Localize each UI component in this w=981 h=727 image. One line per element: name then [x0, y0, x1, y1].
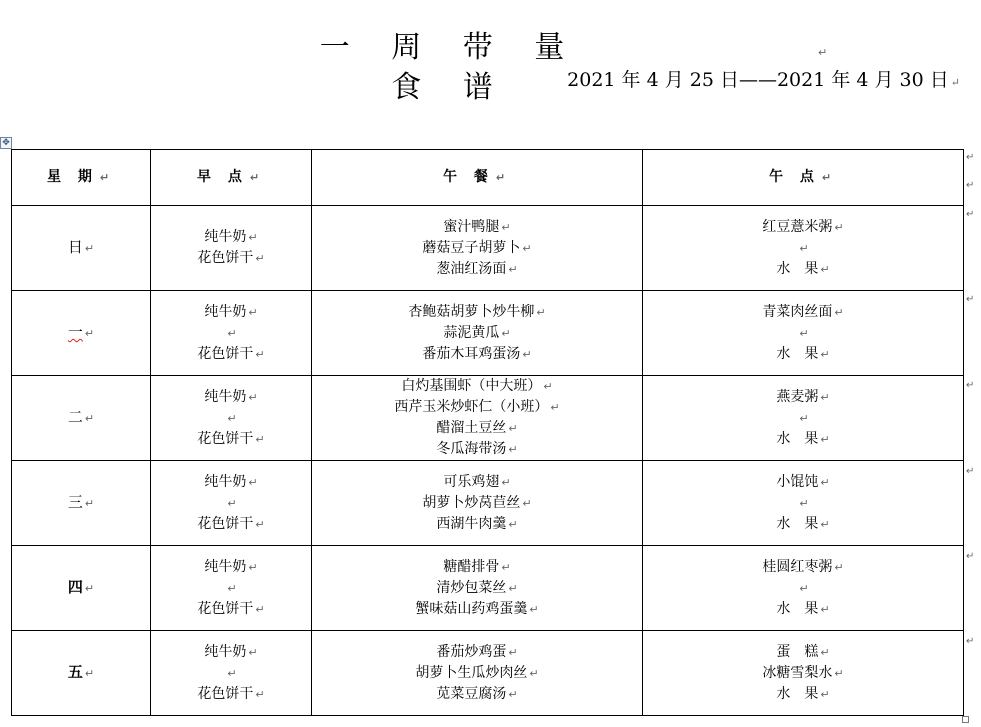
header-weekday-label: 星 期	[46, 169, 98, 185]
header-lunch-label: 午 餐	[442, 169, 494, 185]
paragraph-mark-icon: ↵	[255, 517, 265, 531]
breakfast-cell-text: 纯牛奶	[204, 558, 247, 575]
breakfast-cell-line	[151, 663, 311, 684]
paragraph-mark-icon: ↵	[508, 422, 518, 435]
snack-cell-text: 水 果	[776, 600, 819, 617]
lunch-cell-line	[312, 397, 642, 418]
snack-cell-text: 桂圆红枣粥	[762, 558, 833, 575]
paragraph-mark-icon: ↵	[536, 305, 546, 319]
paragraph-mark-icon: ↵	[84, 242, 95, 255]
header-lunch	[312, 150, 643, 206]
paragraph-mark-icon: ↵	[543, 380, 553, 393]
breakfast-cell-text: 纯牛奶	[204, 643, 247, 660]
paragraph-mark-icon: ↵	[820, 645, 830, 659]
paragraph-mark-icon: ↵	[820, 602, 830, 616]
paragraph-mark-icon: ↵	[255, 347, 265, 361]
weekly-menu-table	[11, 149, 964, 716]
paragraph-mark-icon: ↵	[248, 475, 258, 489]
lunch-cell-line	[312, 259, 642, 280]
paragraph-mark-icon: ↵	[834, 560, 844, 574]
breakfast-cell-text: 纯牛奶	[204, 473, 247, 490]
paragraph-mark-icon: ↵	[820, 517, 830, 531]
snack-cell-text: 水 果	[776, 345, 819, 362]
paragraph-mark-icon: ↵	[227, 496, 237, 510]
snack-cell-line	[643, 387, 963, 408]
paragraph-mark-icon: ↵	[799, 496, 809, 510]
menu-title: 一 周 带 量 食 谱	[319, 30, 581, 105]
lunch-cell	[312, 291, 643, 376]
breakfast-cell	[151, 206, 312, 291]
paragraph-mark-icon: ↵	[501, 560, 511, 574]
paragraph-mark-icon: ↵	[99, 171, 116, 184]
breakfast-cell-line	[151, 514, 311, 535]
lunch-cell-line	[312, 439, 642, 460]
header-breakfast	[151, 150, 312, 206]
row-end-mark-icon: ↵	[966, 209, 975, 220]
breakfast-cell-line	[151, 578, 311, 599]
lunch-cell-text: 可乐鸡翅	[443, 473, 500, 490]
snack-cell-line	[643, 663, 963, 684]
breakfast-cell-line	[151, 248, 311, 269]
lunch-cell-text: 蟹味菇山药鸡蛋羹	[415, 600, 528, 617]
breakfast-cell	[151, 631, 312, 716]
lunch-cell-text: 番茄炒鸡蛋	[436, 643, 507, 660]
table-move-handle-icon[interactable]: ✥	[0, 137, 12, 149]
breakfast-cell	[151, 291, 312, 376]
table-row	[12, 376, 964, 461]
breakfast-cell-line	[151, 344, 311, 365]
paragraph-mark-icon: ↵	[84, 327, 95, 340]
lunch-cell-text: 杏鲍菇胡萝卜炒牛柳	[408, 303, 535, 320]
paragraph-mark-icon: ↵	[820, 475, 830, 489]
snack-cell-line	[643, 429, 963, 450]
snack-cell-text: 燕麦粥	[776, 388, 819, 405]
snack-cell-text: 红豆薏米粥	[762, 218, 833, 235]
weekday-label: 日	[67, 238, 83, 256]
paragraph-mark-icon: ↵	[227, 326, 237, 340]
lunch-cell-line	[312, 599, 642, 620]
paragraph-mark-icon: ↵	[248, 645, 258, 659]
paragraph-mark-icon: ↵	[84, 412, 95, 425]
paragraph-mark-icon: ↵	[508, 581, 518, 595]
paragraph-mark-icon: ↵	[84, 497, 95, 510]
table-row	[12, 206, 964, 291]
paragraph-mark-icon: ↵	[508, 645, 518, 659]
snack-cell-line	[643, 323, 963, 344]
lunch-cell	[312, 546, 643, 631]
breakfast-cell-text: 纯牛奶	[204, 303, 247, 320]
lunch-cell-text: 葱油红汤面	[436, 260, 507, 277]
breakfast-cell-line	[151, 323, 311, 344]
snack-cell-line	[643, 514, 963, 535]
lunch-cell-text: 苋菜豆腐汤	[436, 685, 507, 702]
lunch-cell-text: 胡萝卜炒莴苣丝	[422, 494, 521, 511]
paragraph-mark-icon: ↵	[84, 582, 95, 595]
snack-cell-line	[643, 408, 963, 429]
table-row	[12, 461, 964, 546]
date-range-text: 2021 年 4 月 25 日——2021 年 4 月 30 日	[567, 69, 949, 91]
weekday-label: 一	[67, 323, 83, 341]
lunch-cell-text: 胡萝卜生瓜炒肉丝	[415, 664, 528, 681]
lunch-cell-line	[312, 684, 642, 705]
lunch-cell-line	[312, 376, 642, 397]
breakfast-cell-text: 纯牛奶	[204, 229, 247, 245]
lunch-cell	[312, 206, 643, 291]
breakfast-cell-text: 花色饼干	[197, 685, 254, 702]
paragraph-mark-icon: ↵	[255, 252, 265, 265]
paragraph-mark-icon: ↵	[508, 687, 518, 701]
snack-cell-line	[643, 472, 963, 493]
paragraph-mark-icon: ↵	[248, 390, 258, 404]
row-end-mark-icon: ↵	[966, 636, 975, 647]
paragraph-mark-icon: ↵	[508, 517, 518, 531]
paragraph-mark-icon: ↵	[522, 496, 532, 510]
snack-cell-text: 水 果	[776, 260, 819, 277]
snack-cell-line	[643, 302, 963, 323]
lunch-cell-text: 冬瓜海带汤	[436, 441, 507, 457]
lunch-cell	[312, 461, 643, 546]
paragraph-mark-icon: ↵	[248, 231, 258, 244]
lunch-cell-text: 西湖牛肉羹	[436, 515, 507, 532]
breakfast-cell-text: 花色饼干	[197, 430, 254, 447]
breakfast-cell-line	[151, 408, 311, 429]
paragraph-mark-icon: ↵	[249, 171, 266, 184]
paragraph-mark-icon: ↵	[501, 475, 511, 489]
table-row	[12, 291, 964, 376]
breakfast-cell-line	[151, 302, 311, 323]
lunch-cell-line	[312, 642, 642, 663]
paragraph-mark-icon: ↵	[255, 602, 265, 616]
lunch-cell	[312, 376, 643, 461]
snack-cell-text: 青菜肉丝面	[762, 303, 833, 320]
table-header-row	[12, 150, 964, 206]
breakfast-cell	[151, 376, 312, 461]
breakfast-cell-text: 花色饼干	[197, 600, 254, 617]
snack-cell-line	[643, 684, 963, 705]
breakfast-cell-text: 花色饼干	[197, 345, 254, 362]
breakfast-cell-line	[151, 429, 311, 450]
snack-cell	[643, 376, 964, 461]
weekday-cell	[12, 376, 151, 461]
lunch-cell-line	[312, 472, 642, 493]
paragraph-mark-icon: ↵	[834, 305, 844, 319]
weekday-label: 五	[67, 663, 83, 681]
row-end-mark-icon: ↵	[966, 551, 975, 562]
table-end-marker	[962, 716, 969, 723]
row-end-mark-icon: ↵	[966, 294, 975, 305]
lunch-cell-text: 蘑菇豆子胡萝卜	[422, 239, 521, 256]
lunch-cell-line	[312, 344, 642, 365]
paragraph-mark-icon: ↵	[799, 581, 809, 595]
weekday-cell	[12, 206, 151, 291]
snack-cell-text: 冰糖雪梨水	[762, 664, 833, 681]
weekday-label: 三	[67, 493, 83, 511]
snack-cell-text: 蛋 糕	[776, 643, 819, 660]
paragraph-mark-icon: ↵	[501, 326, 511, 340]
header-snack	[643, 150, 964, 206]
row-end-mark-icon: ↵	[966, 380, 975, 391]
paragraph-mark-icon: ↵	[820, 262, 830, 276]
paragraph-mark-icon: ↵	[248, 560, 258, 574]
lunch-cell-line	[312, 323, 642, 344]
paragraph-mark-icon: ↵	[501, 220, 511, 234]
snack-cell	[643, 291, 964, 376]
header-snack-label: 午 点	[768, 169, 820, 185]
snack-cell-text: 小馄饨	[776, 473, 819, 490]
lunch-cell-text: 西芹玉米炒虾仁（小班）	[394, 399, 549, 415]
weekday-cell	[12, 546, 151, 631]
lunch-cell-line	[312, 578, 642, 599]
snack-cell	[643, 546, 964, 631]
paragraph-mark-icon: ↵	[255, 687, 265, 701]
breakfast-cell-line	[151, 472, 311, 493]
paragraph-mark-icon: ↵	[255, 432, 265, 446]
paragraph-mark-icon: ↵	[522, 347, 532, 361]
lunch-cell-line	[312, 217, 642, 238]
breakfast-cell	[151, 546, 312, 631]
snack-cell-line	[643, 578, 963, 599]
snack-cell	[643, 631, 964, 716]
paragraph-mark-icon: ↵	[529, 666, 539, 680]
paragraph-mark-icon: ↵	[834, 666, 844, 680]
lunch-cell-text: 蒜泥黄瓜	[443, 324, 500, 341]
breakfast-cell-text: 花色饼干	[197, 515, 254, 532]
paragraph-mark-icon: ↵	[508, 262, 518, 276]
row-end-mark-icon: ↵	[966, 152, 975, 163]
paragraph-mark-icon: ↵	[495, 171, 512, 184]
breakfast-cell-line	[151, 557, 311, 578]
paragraph-mark-icon: ↵	[820, 390, 830, 404]
paragraph-mark-icon: ↵	[248, 305, 258, 319]
breakfast-cell-line	[151, 493, 311, 514]
paragraph-mark-icon: ↵	[820, 432, 830, 446]
weekday-label: 四	[67, 578, 83, 596]
weekday-cell	[12, 461, 151, 546]
breakfast-cell-line	[151, 642, 311, 663]
snack-cell	[643, 206, 964, 291]
snack-cell-line	[643, 217, 963, 238]
snack-cell	[643, 461, 964, 546]
paragraph-mark-icon: ↵	[799, 411, 809, 425]
paragraph-mark-icon: ↵	[227, 411, 237, 425]
lunch-cell-text: 番茄木耳鸡蛋汤	[422, 345, 521, 362]
paragraph-mark-icon: ↵	[821, 171, 838, 184]
paragraph-mark-icon: ↵	[227, 581, 237, 595]
paragraph-mark-icon: ↵	[818, 46, 828, 59]
lunch-cell-line	[312, 514, 642, 535]
breakfast-cell-text: 纯牛奶	[204, 388, 247, 405]
table-body	[12, 206, 964, 716]
header-breakfast-label: 早 点	[196, 169, 248, 185]
paragraph-mark-icon: ↵	[820, 347, 830, 361]
lunch-cell-text: 清炒包菜丝	[436, 579, 507, 596]
table-row	[12, 631, 964, 716]
breakfast-cell-text: 花色饼干	[197, 250, 254, 266]
snack-cell-line	[643, 642, 963, 663]
paragraph-mark-icon: ↵	[550, 401, 560, 414]
table-row	[12, 546, 964, 631]
lunch-cell	[312, 631, 643, 716]
breakfast-cell-line	[151, 387, 311, 408]
paragraph-mark-icon: ↵	[522, 241, 532, 255]
row-end-mark-icon: ↵	[966, 466, 975, 477]
snack-cell-line	[643, 493, 963, 514]
snack-cell-line	[643, 238, 963, 259]
lunch-cell-text: 白灼基围虾（中大班）	[401, 378, 542, 394]
paragraph-mark-icon: ↵	[799, 241, 809, 255]
lunch-cell-line	[312, 302, 642, 323]
snack-cell-text: 水 果	[776, 430, 819, 447]
lunch-cell-line	[312, 493, 642, 514]
lunch-cell-text: 糖醋排骨	[443, 558, 500, 575]
snack-cell-line	[643, 344, 963, 365]
breakfast-cell-line	[151, 599, 311, 620]
row-end-mark-icon: ↵	[966, 180, 975, 191]
breakfast-cell	[151, 461, 312, 546]
snack-cell-line	[643, 259, 963, 280]
snack-cell-line	[643, 599, 963, 620]
lunch-cell-line	[312, 663, 642, 684]
breakfast-cell-line	[151, 684, 311, 705]
paragraph-mark-icon: ↵	[799, 326, 809, 340]
header-weekday	[12, 150, 151, 206]
lunch-cell-text: 蜜汁鸭腿	[443, 218, 500, 235]
paragraph-mark-icon: ↵	[227, 666, 237, 680]
paragraph-mark-icon: ↵	[820, 687, 830, 701]
weekday-label: 二	[67, 408, 83, 426]
paragraph-mark-icon: ↵	[508, 443, 518, 456]
paragraph-mark-icon: ↵	[84, 667, 95, 680]
breakfast-cell-line	[151, 227, 311, 248]
weekday-cell	[12, 631, 151, 716]
snack-cell-line	[643, 557, 963, 578]
paragraph-mark-icon: ↵	[950, 76, 960, 89]
lunch-cell-line	[312, 557, 642, 578]
paragraph-mark-icon: ↵	[834, 220, 844, 234]
date-range	[560, 66, 960, 97]
snack-cell-text: 水 果	[776, 685, 819, 702]
snack-cell-text: 水 果	[776, 515, 819, 532]
paragraph-mark-icon: ↵	[529, 602, 539, 616]
lunch-cell-line	[312, 238, 642, 259]
lunch-cell-text: 醋溜土豆丝	[436, 420, 507, 436]
lunch-cell-line	[312, 418, 642, 439]
weekday-cell	[12, 291, 151, 376]
